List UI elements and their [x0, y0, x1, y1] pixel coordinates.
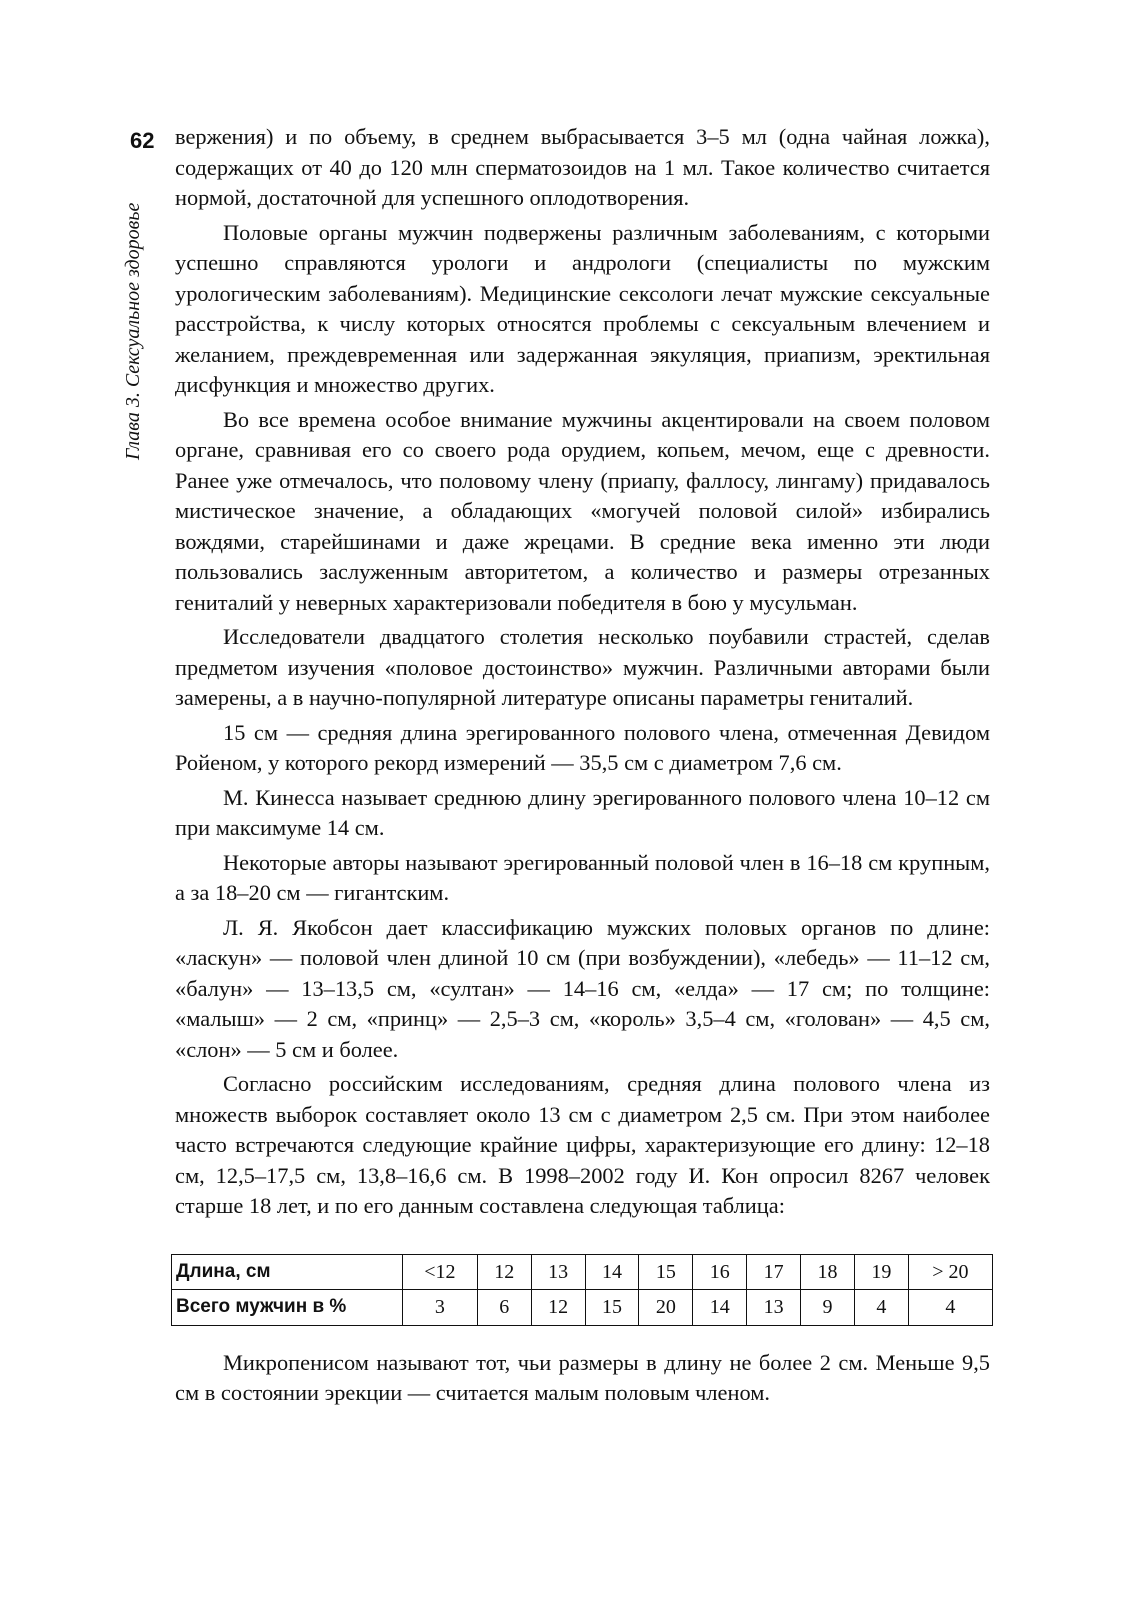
- table-cell-percent: 20: [639, 1290, 693, 1326]
- paragraph: Во все времена особое внимание мужчины акцентировали на своем половом органе, сравнивая его со своего рода орудием, копьем, мечом, еще с древности. Ранее уже отмечалось, что половому члену (приапу, фаллосу, лингаму) придавалось мистическое значение, а обладающих «могучей половой силой» избирались вождями, старейшинами и даже жрецами. В средние века именно эти люди пользовались заслуженным авторитетом, а количество и размеры отрезанных гениталий у неверных характеризовали победителя в бою у мусульман.: [175, 406, 990, 615]
- paragraph: 15 см — средняя длина эрегированного полового члена, отмеченная Девидом Ройеном, у которого рекорд измерений — 35,5 см с диаметром 7,6 см.: [175, 719, 990, 775]
- paragraph: Исследователи двадцатого столетия несколько поубавили страстей, сделав предметом изучения «половое достоинство» мужчин. Различными авторами были замерены, а в научно-популярной литературе описаны параметры гениталий.: [175, 624, 990, 710]
- table-cell-percent: 4: [854, 1290, 908, 1326]
- table-cell-length: 12: [477, 1254, 531, 1290]
- table-cell-percent: 6: [477, 1290, 531, 1326]
- table-cell-length: 14: [585, 1254, 639, 1290]
- table-row-header: Всего мужчин в %: [172, 1290, 403, 1326]
- paragraph: вержения) и по объему, в среднем выбрасывается 3–5 мл (одна чайная ложка), содержащих от 40 до 120 млн сперматозоидов на 1 мл. Такое количество считается нормой, достаточной для успешного оплодотворения.: [175, 124, 990, 210]
- page-number: 62: [130, 128, 155, 153]
- table-cell-percent: 15: [585, 1290, 639, 1326]
- table-cell-percent: 13: [747, 1290, 801, 1326]
- table-cell-percent: 12: [531, 1290, 585, 1326]
- table-cell-length: 17: [747, 1254, 801, 1290]
- table-cell-percent: 4: [908, 1290, 992, 1326]
- running-head: Глава 3. Сексуальное здоровье: [122, 202, 144, 460]
- table-cell-length: <12: [403, 1254, 478, 1290]
- table-cell-length: 18: [801, 1254, 855, 1290]
- paragraph: Половые органы мужчин подвержены различным заболеваниям, с которыми успешно справляются урологи и андрологи (специалисты по мужским урологическим заболеваниям). Медицинские сексологи лечат мужские сексуальные расстройства, к числу которых относятся проблемы с сексуальным влечением и желанием, преждевременная или задержанная эякуляция, приапизм, эректильная дисфункция и множество других.: [175, 219, 990, 397]
- table-row-header: Длина, см: [172, 1254, 403, 1290]
- paragraph: М. Кинесса называет среднюю длину эрегированного полового члена 10–12 см при максимуме 14 см.: [175, 784, 990, 840]
- paragraph: Согласно российским исследованиям, средняя длина полового члена из множеств выборок составляет около 13 см с диаметром 2,5 см. При этом наиболее часто встречаются следующие крайние цифры, характеризующие его длину: 12–18 см, 12,5–17,5 см, 13,8–16,6 см. В 1998–2002 году И. Кон опросил 8267 человек старше 18 лет, и по его данным составлена следующая таблица:: [175, 1071, 990, 1218]
- table-cell-length: 15: [639, 1254, 693, 1290]
- table-row-percents: [172, 1290, 993, 1326]
- table-cell-length: 19: [854, 1254, 908, 1290]
- table-cell-percent: 3: [403, 1290, 478, 1326]
- length-distribution-table: [171, 1254, 993, 1326]
- table-cell-length: > 20: [908, 1254, 992, 1290]
- table-cell-length: 13: [531, 1254, 585, 1290]
- table-cell-percent: 14: [693, 1290, 747, 1326]
- table-cell-percent: 9: [801, 1290, 855, 1326]
- table-cell-length: 16: [693, 1254, 747, 1290]
- paragraph: Л. Я. Якобсон дает классификацию мужских половых органов по длине: «ласкун» — половой член длиной 10 см (при возбуждении), «лебедь» — 11–12 см, «балун» — 13–13,5 см, «султан» — 14–16 см, «елда» — 17 см; по толщине: «малыш» — 2 см, «принц» — 2,5–3 см, «король» 3,5–4 см, «голован» — 4,5 см, «слон» — 5 см и более.: [175, 914, 990, 1062]
- page-content: [175, 122, 990, 1409]
- table-row-lengths: [172, 1254, 993, 1290]
- paragraph: Некоторые авторы называют эрегированный половой член в 16–18 см крупным, а за 18–20 см — гигантским.: [175, 849, 990, 905]
- closing-paragraph: Микропенисом называют тот, чьи размеры в длину не более 2 см. Меньше 9,5 см в состоянии эрекции — считается малым половым членом.: [175, 1349, 990, 1405]
